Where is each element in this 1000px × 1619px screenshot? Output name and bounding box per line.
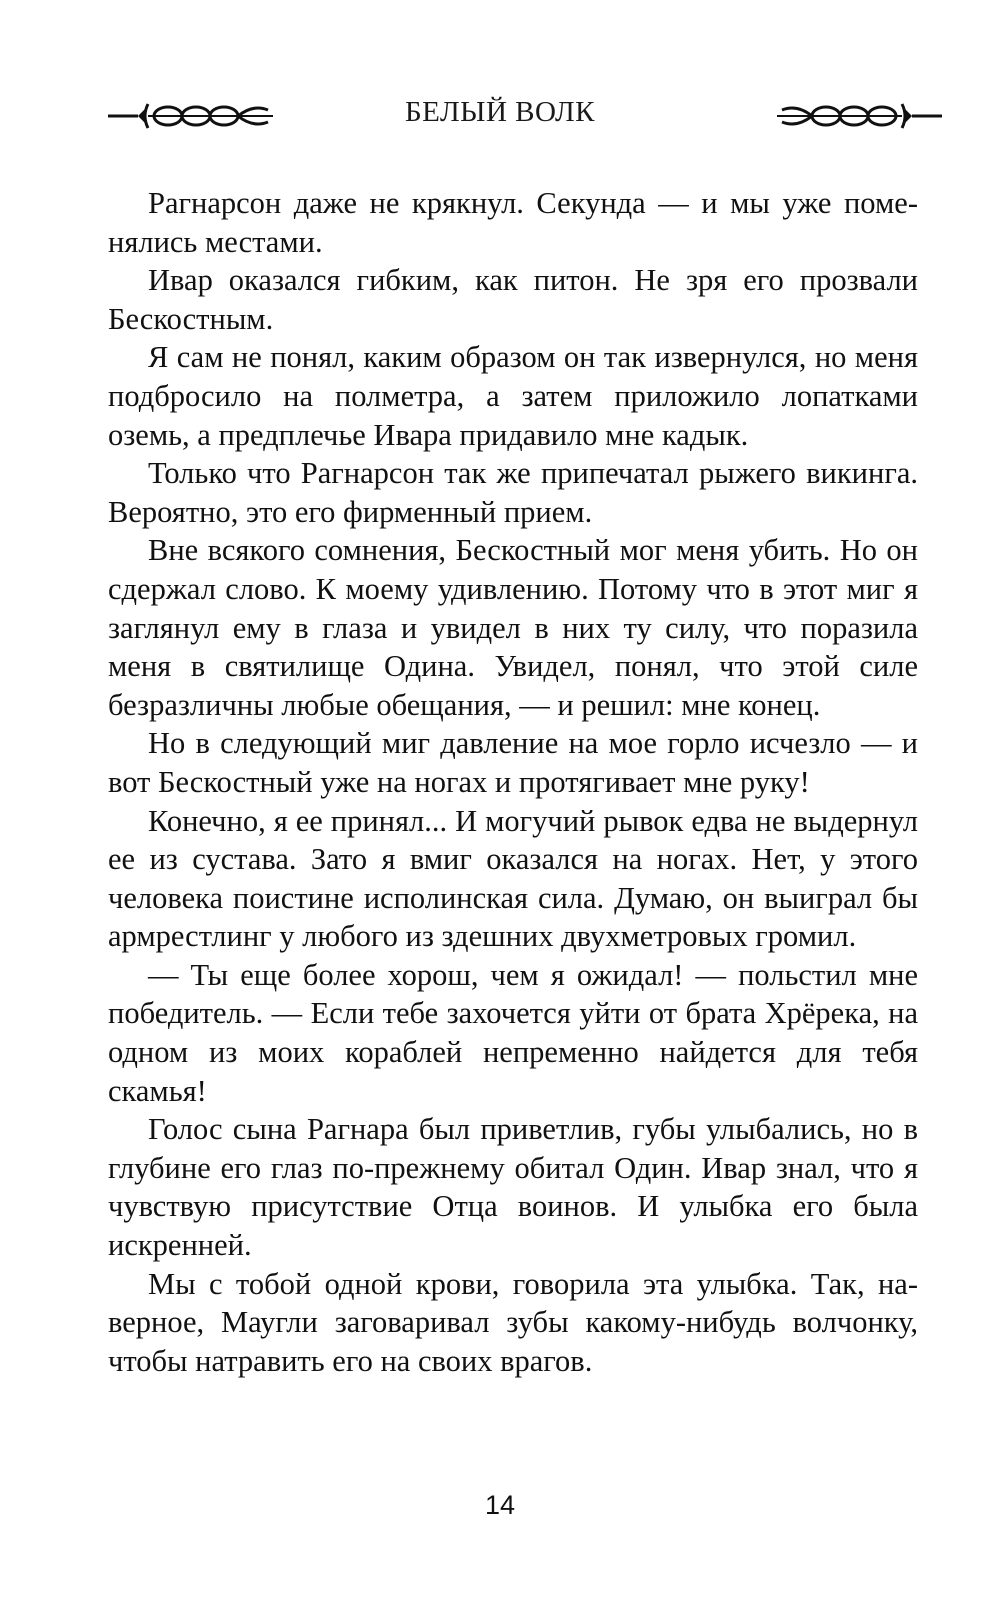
paragraph: Ивар оказался гибким, как питон. Не зря его прозвали Бескостным. <box>108 263 918 336</box>
body-text <box>108 184 918 1380</box>
paragraph: Мы с тобой одной крови, говорила эта улыбка. Так, наверное, Маугли заговаривал зубы какому-нибудь волчонку, чтобы натравить его на своих врагов. <box>108 1266 918 1378</box>
running-title: БЕЛЫЙ ВОЛК <box>405 96 595 128</box>
paragraph: Только что Рагнарсон так же припечатал рыжего викинга. Вероятно, это его фирменный прием. <box>108 456 918 529</box>
running-header <box>0 86 1000 146</box>
paragraph: Я сам не понял, каким образом он так извернулся, но меня подбросило на полметра, а затем приложило лопатками оземь, а предплечье Ивара придавило мне кадык. <box>108 340 918 452</box>
paragraph: Вне всякого сомнения, Бескостный мог меня убить. Но он сдержал слово. К моему удивлению. Потому что в этот миг я заглянул ему в глаза и увидел в них ту силу, что поразила меня в святилище Одина. Увидел, понял, что этой силе безразличны любые обещания, — и решил: мне конец. <box>108 533 918 722</box>
page-number: 14 <box>484 1490 516 1520</box>
paragraph: — Ты еще более хорош, чем я ожидал! — польстил мне победитель. — Если тебе захочется уйти от брата Хрёрека, на одном из моих кораблей непременно найдется для тебя скамья! <box>108 957 918 1108</box>
paragraph: Голос сына Рагнара был приветлив, губы улыбались, но в глубине его глаз по-прежнему обитал Один. Ивар знал, что я чувствую присутствие Отца воинов. И улыбка его была искренней. <box>108 1112 918 1263</box>
decorative-knot-ornament-icon <box>772 100 942 132</box>
paragraph: Но в следующий миг давление на мое горло исчезло — и вот Бескостный уже на ногах и протягивает мне руку! <box>108 726 918 799</box>
paragraph: Конечно, я ее принял... И могучий рывок едва не выдернул ее из сустава. Зато я вмиг оказался на ногах. Нет, у этого человека поистине исполинская сила. Думаю, он выиграл бы армрестлинг у любого из здешних двухметровых громил. <box>108 803 918 954</box>
paragraph: Рагнарсон даже не крякнул. Секунда — и мы уже поменялись местами. <box>108 186 918 259</box>
